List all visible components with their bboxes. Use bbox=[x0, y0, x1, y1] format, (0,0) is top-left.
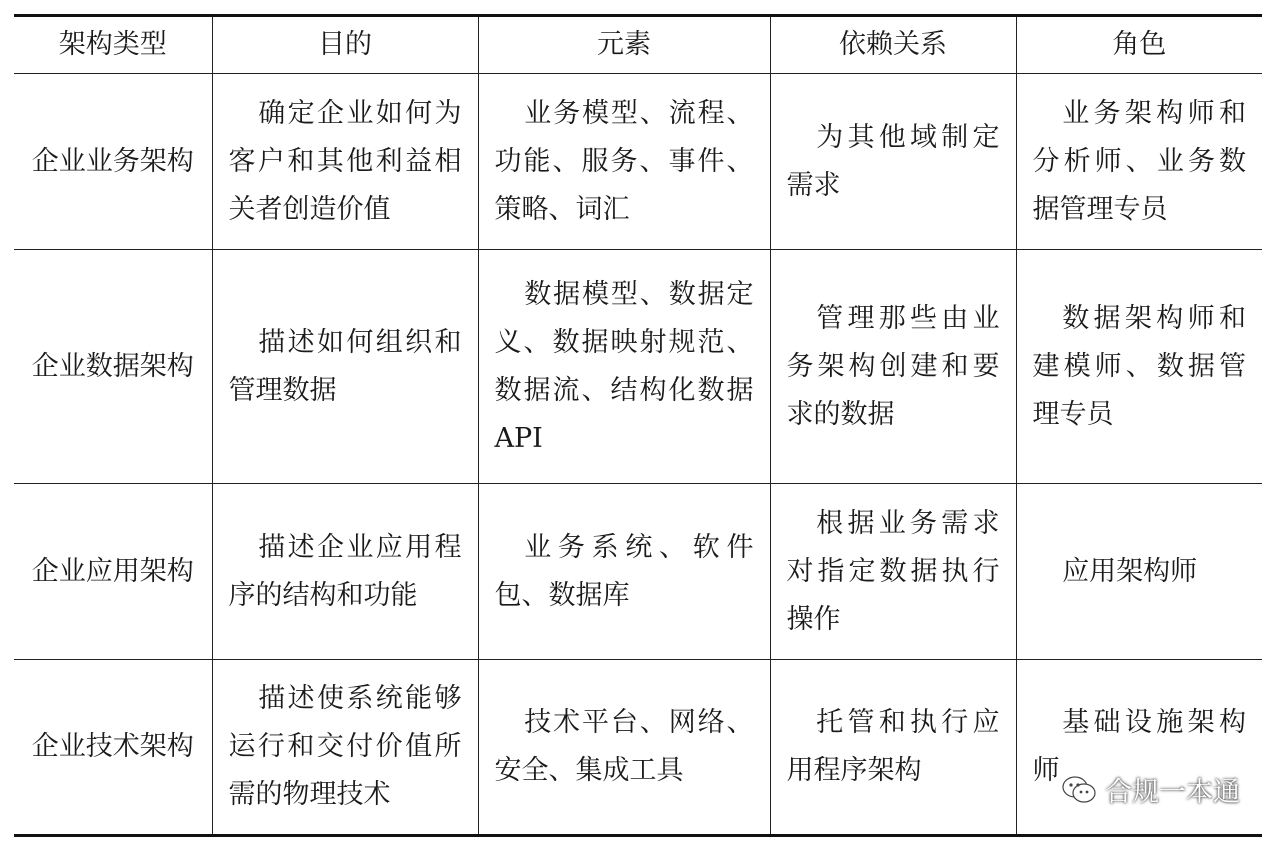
wechat-icon bbox=[1061, 775, 1097, 805]
cell-elements: 业务模型、流程、功能、服务、事件、策略、词汇 bbox=[478, 74, 770, 250]
cell-type: 企业技术架构 bbox=[14, 660, 212, 836]
watermark-text: 合规一本通 bbox=[1105, 777, 1240, 808]
header-type: 架构类型 bbox=[14, 16, 212, 74]
cell-roles: 业务架构师和分析师、业务数据管理专员 bbox=[1016, 74, 1262, 250]
cell-dependency: 为其他域制定需求 bbox=[770, 74, 1016, 250]
cell-elements: 业务系统、软件包、数据库 bbox=[478, 484, 770, 660]
cell-type: 企业应用架构 bbox=[14, 484, 212, 660]
cell-dependency: 管理那些由业务架构创建和要求的数据 bbox=[770, 250, 1016, 484]
table-row bbox=[14, 484, 1262, 660]
cell-purpose: 描述企业应用程序的结构和功能 bbox=[212, 484, 478, 660]
cell-purpose: 确定企业如何为客户和其他利益相关者创造价值 bbox=[212, 74, 478, 250]
table-row bbox=[14, 660, 1262, 836]
header-roles: 角色 bbox=[1016, 16, 1262, 74]
table-row bbox=[14, 250, 1262, 484]
cell-elements: 技术平台、网络、安全、集成工具 bbox=[478, 660, 770, 836]
cell-elements: 数据模型、数据定义、数据映射规范、数据流、结构化数据 API bbox=[478, 250, 770, 484]
table-header-row bbox=[14, 16, 1262, 74]
cell-roles: 数据架构师和建模师、数据管理专员 bbox=[1016, 250, 1262, 484]
watermark bbox=[1061, 770, 1240, 809]
header-elements: 元素 bbox=[478, 16, 770, 74]
cell-type: 企业数据架构 bbox=[14, 250, 212, 484]
cell-type: 企业业务架构 bbox=[14, 74, 212, 250]
header-purpose: 目的 bbox=[212, 16, 478, 74]
cell-roles: 基础设施架构师 bbox=[1016, 660, 1262, 836]
cell-dependency: 根据业务需求对指定数据执行操作 bbox=[770, 484, 1016, 660]
cell-dependency: 托管和执行应用程序架构 bbox=[770, 660, 1016, 836]
architecture-table bbox=[14, 14, 1262, 837]
header-dependency: 依赖关系 bbox=[770, 16, 1016, 74]
table-row bbox=[14, 74, 1262, 250]
cell-roles: 应用架构师 bbox=[1016, 484, 1262, 660]
cell-purpose: 描述使系统能够运行和交付价值所需的物理技术 bbox=[212, 660, 478, 836]
cell-purpose: 描述如何组织和管理数据 bbox=[212, 250, 478, 484]
